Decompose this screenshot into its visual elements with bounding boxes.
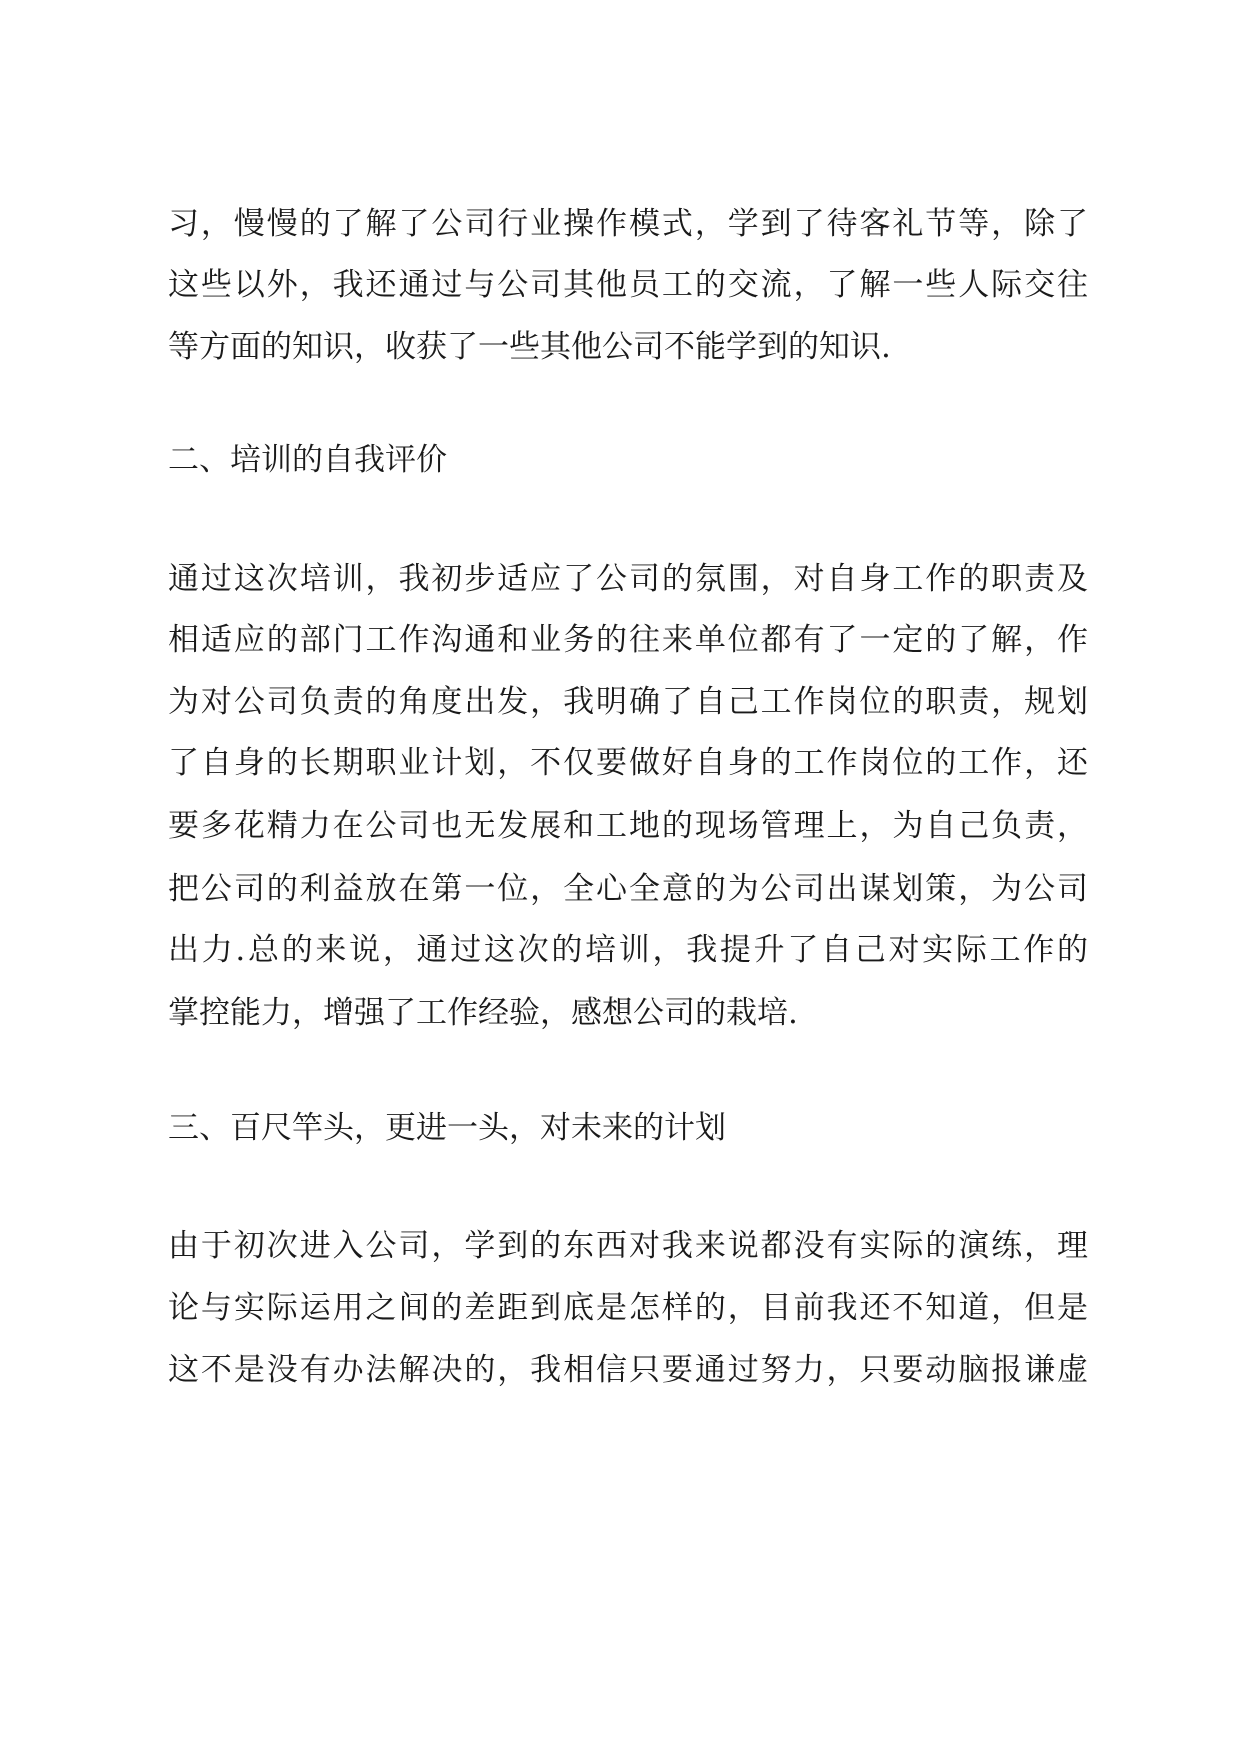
paragraph-2-line-1: 通过这次培训，我初步适应了公司的氛围，对自身工作的职责及 <box>168 561 1088 597</box>
paragraph-2-line-7: 出力.总的来说，通过这次的培训，我提升了自己对实际工作的 <box>168 932 1088 968</box>
section-heading-3: 三、百尺竿头，更进一头，对未来的计划 <box>168 1110 726 1146</box>
paragraph-1-line-3: 等方面的知识，收获了一些其他公司不能学到的知识. <box>168 329 891 365</box>
paragraph-2-line-8: 掌控能力，增强了工作经验，感想公司的栽培. <box>168 995 798 1031</box>
paragraph-1-line-2: 这些以外，我还通过与公司其他员工的交流，了解一些人际交往 <box>168 267 1088 303</box>
section-heading-2: 二、培训的自我评价 <box>168 442 447 478</box>
paragraph-2-line-2: 相适应的部门工作沟通和业务的往来单位都有了一定的了解，作 <box>168 622 1088 658</box>
paragraph-1-line-1: 习，慢慢的了解了公司行业操作模式，学到了待客礼节等，除了 <box>168 206 1088 242</box>
paragraph-3-line-1: 由于初次进入公司，学到的东西对我来说都没有实际的演练，理 <box>168 1228 1088 1264</box>
paragraph-3-line-3: 这不是没有办法解决的，我相信只要通过努力，只要动脑报谦虚 <box>168 1352 1088 1388</box>
paragraph-2-line-3: 为对公司负责的角度出发，我明确了自己工作岗位的职责，规划 <box>168 684 1088 720</box>
paragraph-2-line-6: 把公司的利益放在第一位，全心全意的为公司出谋划策，为公司 <box>168 871 1088 907</box>
paragraph-2-line-4: 了自身的长期职业计划，不仅要做好自身的工作岗位的工作，还 <box>168 745 1088 781</box>
paragraph-2-line-5: 要多花精力在公司也无发展和工地的现场管理上，为自己负责， <box>168 808 1088 844</box>
paragraph-3-line-2: 论与实际运用之间的差距到底是怎样的，目前我还不知道，但是 <box>168 1290 1088 1326</box>
